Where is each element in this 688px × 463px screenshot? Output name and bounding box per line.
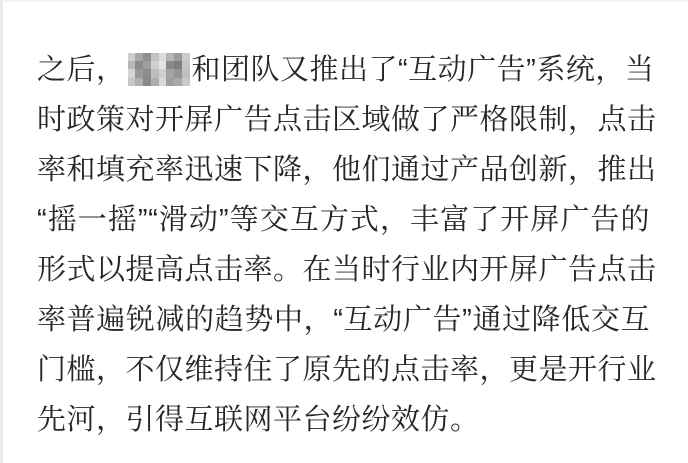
- mosaic-block: [135, 53, 143, 61]
- text-segment: 时政策对开屏广告点击区域做了严格限制，点击: [37, 104, 657, 136]
- mosaic-block: [166, 61, 174, 69]
- text-segment: 之后，: [37, 54, 126, 86]
- mosaic-block: [174, 78, 182, 86]
- text-line: [37, 195, 650, 245]
- text-segment: 率普遍锐减的趋势中，“互动广告”通过降低交互: [37, 304, 650, 336]
- mosaic-block: [166, 53, 174, 61]
- text-segment: “摇一摇”“滑动”等交互方式，丰富了开屏广告的: [37, 204, 650, 236]
- mosaic-block: [151, 78, 159, 86]
- mosaic-block: [166, 69, 174, 77]
- mosaic-block: [143, 53, 151, 61]
- text-line: [37, 145, 657, 195]
- mosaic-block: [174, 69, 182, 77]
- text-line: [37, 345, 657, 395]
- text-line: [37, 245, 657, 295]
- mosaic-block: [182, 61, 190, 69]
- left-edge-artifact: [0, 0, 3, 463]
- text-line: [37, 395, 650, 445]
- mosaic-block: [151, 69, 159, 77]
- mosaic-block: [151, 61, 159, 69]
- mosaic-block: [143, 69, 151, 77]
- text-line: [37, 95, 657, 145]
- mosaic-block: [182, 69, 190, 77]
- mosaic-block: [159, 78, 167, 86]
- text-line: [37, 45, 655, 95]
- text-line: [37, 295, 650, 345]
- text-segment: 形式以提高点击率。在当时行业内开屏广告点击: [37, 254, 657, 286]
- mosaic-block: [128, 53, 136, 61]
- paragraph: [37, 45, 657, 445]
- mosaic-block: [159, 61, 167, 69]
- mosaic-block: [128, 69, 136, 77]
- mosaic-block: [174, 61, 182, 69]
- mosaic-block: [128, 61, 136, 69]
- mosaic-block: [143, 78, 151, 86]
- redacted-name-mosaic: [128, 53, 190, 86]
- mosaic-block: [182, 53, 190, 61]
- mosaic-block: [174, 53, 182, 61]
- mosaic-block: [166, 78, 174, 86]
- text-segment: 先河，引得互联网平台纷纷效仿。: [37, 404, 480, 436]
- mosaic-block: [159, 53, 167, 61]
- text-segment: 门槛，不仅维持住了原先的点击率，更是开行业: [37, 354, 657, 386]
- mosaic-block: [135, 61, 143, 69]
- text-segment: 率和填充率迅速下降，他们通过产品创新，推出: [37, 154, 657, 186]
- mosaic-block: [159, 69, 167, 77]
- mosaic-block: [182, 78, 190, 86]
- mosaic-block: [151, 53, 159, 61]
- mosaic-block: [135, 69, 143, 77]
- mosaic-block: [128, 78, 136, 86]
- top-edge-artifact: [0, 0, 688, 2]
- mosaic-block: [135, 78, 143, 86]
- text-segment: 和团队又推出了“互动广告”系统，当: [191, 54, 655, 86]
- mosaic-block: [143, 61, 151, 69]
